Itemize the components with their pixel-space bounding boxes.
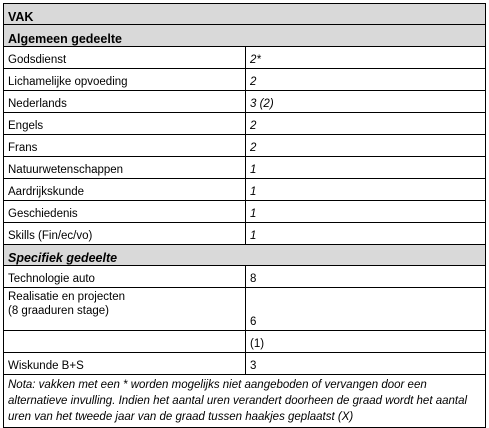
hours-cell: 1 xyxy=(246,201,486,223)
subject-cell: Skills (Fin/ec/vo) xyxy=(4,223,246,245)
table-row xyxy=(4,266,486,288)
table-row xyxy=(4,331,486,353)
subject-cell: Engels xyxy=(4,113,246,135)
table-row xyxy=(4,91,486,113)
hours-cell: 3 xyxy=(246,353,486,375)
table-row xyxy=(4,353,486,375)
subject-cell: Geschiedenis xyxy=(4,201,246,223)
subject-cell: Nederlands xyxy=(4,91,246,113)
hours-cell: 2 xyxy=(246,69,486,91)
hours-cell: 1 xyxy=(246,179,486,201)
table-row xyxy=(4,201,486,223)
table-row xyxy=(4,69,486,91)
table-header-row xyxy=(4,4,486,25)
table-row xyxy=(4,179,486,201)
subject-line-2: (8 graaduren stage) xyxy=(8,305,110,317)
subject-cell: Natuurwetenschappen xyxy=(4,157,246,179)
footnote-text: Nota: vakken met een * worden mogelijks niet aangeboden of vervangen door een alternatieve invulling. Indien het aantal uren verandert doorheen de graad wordt het aantal uren van het tweede jaar van de graad tussen haakjes geplaatst (X) xyxy=(4,375,486,428)
hours-cell: 1 xyxy=(246,157,486,179)
table-title: VAK xyxy=(4,4,486,25)
hours-cell: 2 xyxy=(246,135,486,157)
hours-cell: 3 (2) xyxy=(246,91,486,113)
table-row xyxy=(4,157,486,179)
hours-cell: 8 xyxy=(246,266,486,288)
hours-cell: 6 xyxy=(246,288,486,331)
section-title-specific: Specifiek gedeelte xyxy=(4,245,486,266)
table-row xyxy=(4,223,486,245)
subject-cell: Lichamelijke opvoeding xyxy=(4,69,246,91)
subject-line-1: Realisatie en projecten xyxy=(8,291,125,303)
table-row xyxy=(4,47,486,69)
note-row xyxy=(4,375,486,428)
section-header-general xyxy=(4,25,486,47)
table-row xyxy=(4,288,486,331)
curriculum-table-wrapper xyxy=(3,3,486,428)
subject-cell: Godsdienst xyxy=(4,47,246,69)
hours-cell: 2* xyxy=(246,47,486,69)
hours-cell: 1 xyxy=(246,223,486,245)
section-header-specific xyxy=(4,245,486,266)
subject-cell: Aardrijkskunde xyxy=(4,179,246,201)
subject-cell xyxy=(4,288,246,331)
curriculum-table xyxy=(3,3,486,428)
hours-cell: (1) xyxy=(246,331,486,353)
subject-cell xyxy=(4,331,246,353)
section-title-general: Algemeen gedeelte xyxy=(4,25,486,47)
subject-cell: Frans xyxy=(4,135,246,157)
subject-cell: Technologie auto xyxy=(4,266,246,288)
subject-cell: Wiskunde B+S xyxy=(4,353,246,375)
table-row xyxy=(4,135,486,157)
table-row xyxy=(4,113,486,135)
hours-cell: 2 xyxy=(246,113,486,135)
